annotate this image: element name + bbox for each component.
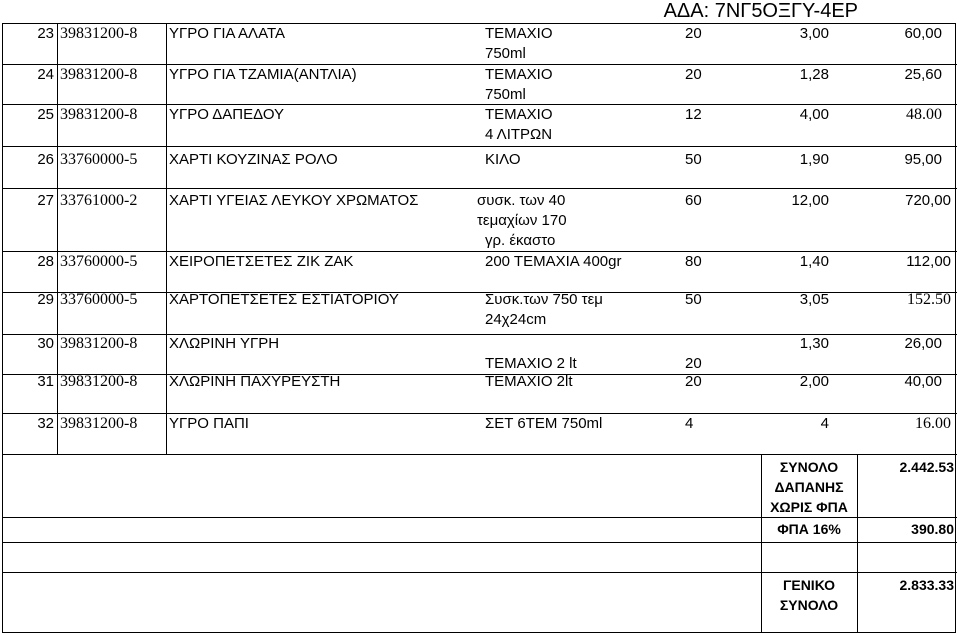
item-unit-detail-2: γρ. έκαστο — [485, 232, 556, 249]
item-unit-price: 1,28 — [799, 66, 829, 83]
table-row — [3, 24, 957, 65]
row-number: 23 — [37, 25, 54, 42]
table-row — [3, 252, 957, 293]
vat-value: 390.80 — [911, 521, 954, 537]
item-unit-price: 4,00 — [799, 106, 829, 123]
item-quantity: 20 — [685, 355, 702, 372]
item-total: 48.00 — [906, 106, 942, 123]
item-unit-detail: 750ml — [485, 86, 526, 103]
item-quantity: 12 — [685, 106, 702, 123]
grand-total-label-line1: ΓΕΝΙΚΟ — [782, 577, 836, 593]
table-row — [3, 375, 957, 414]
subtotal-value: 2.442.53 — [899, 459, 954, 475]
table-row — [3, 105, 957, 147]
ada-text: ΑΔΑ: 7ΝΓ5ΟΞΓΥ-4ΕΡ — [663, 0, 858, 22]
cpv-code: 39831200-8 — [60, 66, 138, 83]
item-unit-detail: τεμαχίων 170 — [477, 212, 567, 229]
item-total: 152.50 — [907, 291, 951, 308]
item-total: 720,00 — [905, 192, 951, 209]
item-total: 26,00 — [904, 335, 942, 352]
item-quantity: 60 — [685, 192, 702, 209]
row-number: 29 — [37, 291, 54, 308]
table-row — [3, 65, 957, 105]
item-quantity: 20 — [685, 25, 702, 42]
item-quantity: 80 — [685, 253, 702, 270]
item-quantity: 20 — [685, 373, 702, 390]
item-unit-price: 1,40 — [799, 253, 829, 270]
grand-total-label-line2: ΣΥΝΟΛΟ — [779, 597, 839, 613]
item-unit-price: 12,00 — [791, 192, 829, 209]
item-total: 95,00 — [904, 151, 942, 168]
item-unit-price: 1,30 — [799, 335, 829, 352]
item-description: ΧΛΩΡΙΝΗ ΠΑΧΥΡΕΥΣΤΗ — [169, 373, 341, 390]
items-table — [2, 23, 956, 633]
item-total: 25,60 — [904, 66, 942, 83]
item-description: ΥΓΡΟ ΓΙΑ ΑΛΑΤΑ — [169, 25, 286, 42]
vat-label: ΦΠΑ 16% — [777, 521, 841, 537]
row-number: 31 — [37, 373, 54, 390]
subtotal-label-line1: ΣΥΝΟΛΟ — [779, 459, 839, 475]
cpv-code: 33761000-2 — [60, 192, 138, 209]
table-row — [3, 293, 957, 335]
item-unit: 200 ΤΕΜΑΧΙΑ 400gr — [485, 253, 622, 270]
item-description: ΧΕΙΡΟΠΕΤΣΕΤΕΣ ΖΙΚ ΖΑΚ — [169, 253, 354, 270]
summary-subtotal-row — [3, 455, 957, 518]
item-unit: ΣΕΤ 6ΤΕΜ 750ml — [485, 415, 603, 432]
item-unit-price: 3,05 — [799, 291, 829, 308]
item-unit-price: 1,90 — [799, 151, 829, 168]
table-row — [3, 335, 957, 375]
summary-vat-row — [3, 518, 957, 543]
cpv-code: 39831200-8 — [60, 415, 138, 432]
item-description: ΥΓΡΟ ΠΑΠΙ — [169, 415, 249, 432]
summary-grand-row — [3, 573, 957, 632]
ada-code — [0, 0, 959, 22]
item-quantity: 50 — [685, 151, 702, 168]
row-number: 27 — [37, 192, 54, 209]
item-description: ΧΑΡΤΙ ΥΓΕΙΑΣ ΛΕΥΚΟΥ ΧΡΩΜΑΤΟΣ — [169, 192, 419, 209]
item-unit-price: 2,00 — [799, 373, 829, 390]
item-total: 16.00 — [915, 415, 951, 432]
row-number: 24 — [37, 66, 54, 83]
item-unit: Συσκ.των 750 τεμ — [485, 291, 603, 308]
item-total: 60,00 — [904, 25, 942, 42]
item-unit: ΤΕΜΑΧΙΟ — [485, 66, 553, 83]
cpv-code: 39831200-8 — [60, 335, 138, 352]
item-description: ΥΓΡΟ ΓΙΑ ΤΖΑΜΙΑ(ΑΝΤΛΙΑ) — [169, 66, 357, 83]
item-quantity: 50 — [685, 291, 702, 308]
item-unit: ΤΕΜΑΧΙΟ — [485, 106, 553, 123]
item-description: ΧΑΡΤΙ ΚΟΥΖΙΝΑΣ ΡΟΛΟ — [169, 151, 338, 168]
item-description: ΧΛΩΡΙΝΗ ΥΓΡΗ — [169, 335, 280, 352]
item-quantity: 20 — [685, 66, 702, 83]
item-unit: ΤΕΜΑΧΙΟ 2lt — [485, 373, 573, 390]
cpv-code: 39831200-8 — [60, 373, 138, 390]
item-description: ΥΓΡΟ ΔΑΠΕΔΟΥ — [169, 106, 285, 123]
row-number: 28 — [37, 253, 54, 270]
item-unit-price: 3,00 — [799, 25, 829, 42]
cpv-code: 33760000-5 — [60, 151, 138, 168]
cpv-code: 39831200-8 — [60, 106, 138, 123]
item-total: 112,00 — [906, 253, 951, 270]
item-unit-detail: 4 ΛΙΤΡΩΝ — [485, 126, 553, 143]
item-unit: ΚΙΛΟ — [485, 151, 521, 168]
row-number: 32 — [37, 415, 54, 432]
table-row — [3, 189, 957, 252]
table-row — [3, 414, 957, 455]
grand-total-value: 2.833.33 — [899, 577, 954, 593]
row-number: 26 — [37, 151, 54, 168]
item-quantity: 4 — [685, 415, 694, 432]
item-unit-detail: 750ml — [485, 45, 526, 62]
item-unit: συσκ. των 40 — [477, 192, 566, 209]
row-number: 25 — [37, 106, 54, 123]
item-unit: ΤΕΜΑΧΙΟ — [485, 25, 553, 42]
subtotal-label-line3: ΧΩΡΙΣ ΦΠΑ — [770, 499, 848, 515]
subtotal-label-line2: ΔΑΠΑΝΗΣ — [774, 479, 844, 495]
cpv-code: 33760000-5 — [60, 291, 138, 308]
cpv-code: 33760000-5 — [60, 253, 138, 270]
cpv-code: 39831200-8 — [60, 25, 138, 42]
item-description: ΧΑΡΤΟΠΕΤΣΕΤΕΣ ΕΣΤΙΑΤΟΡΙΟΥ — [169, 291, 399, 308]
item-total: 40,00 — [904, 373, 942, 390]
row-number: 30 — [37, 335, 54, 352]
table-row — [3, 147, 957, 189]
item-unit-price: 4 — [820, 415, 829, 432]
summary-spacer-row — [3, 543, 957, 573]
item-unit-detail: 24χ24cm — [485, 311, 547, 328]
item-unit: ΤΕΜΑΧΙΟ 2 lt — [485, 355, 577, 372]
